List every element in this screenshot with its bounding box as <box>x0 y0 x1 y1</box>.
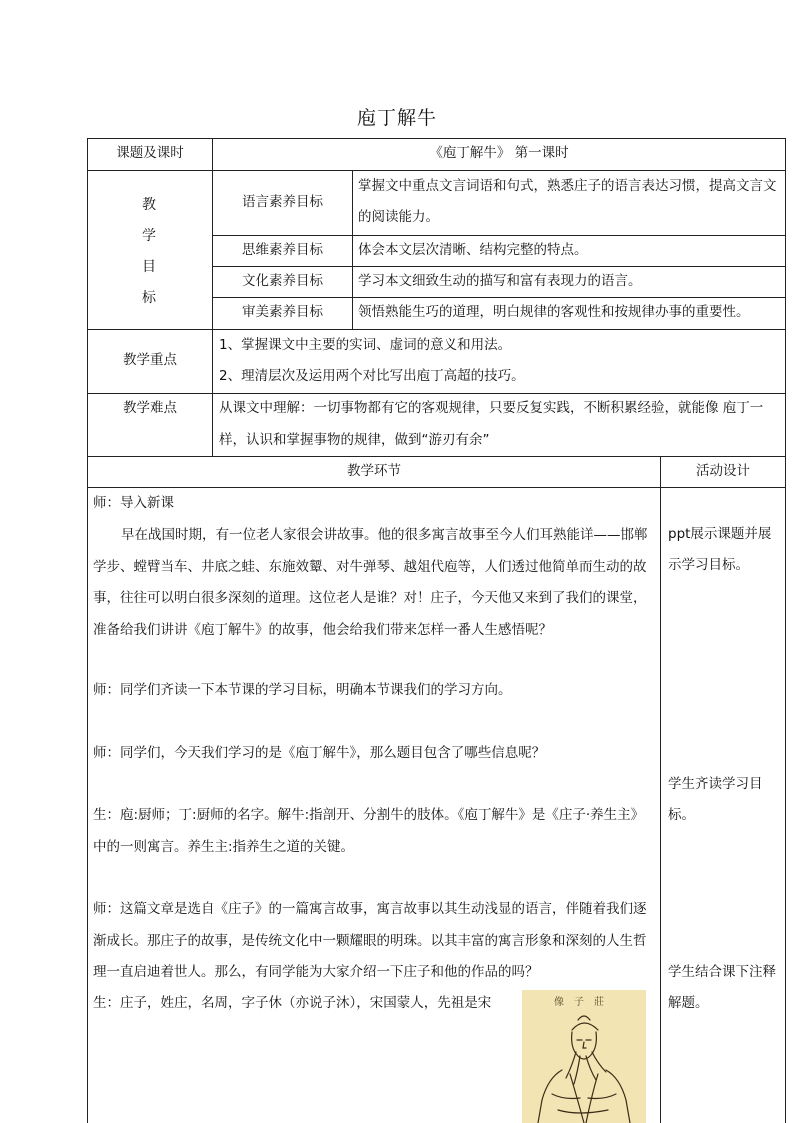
key-points-label: 教学重点 <box>123 352 177 368</box>
portrait-drawing <box>522 990 646 1123</box>
activity-notes: 学生结合课下注释解题。 <box>668 964 776 1011</box>
difficulty-label: 教学难点 <box>123 400 177 416</box>
lesson-value: 《庖丁解牛》 第一课时 <box>429 145 569 161</box>
objective-name-thinking: 思维素养目标 <box>242 242 323 258</box>
process-zhuangzi-intro: 师：这篇文章是选自《庄子》的一篇寓言故事，寓言故事以其生动浅显的语言，伴随着我们逐渐成长。那庄子的故事，是传统文化中一颗耀眼的明珠。以其丰富的寓言形象和深刻的人生哲理一直启迪着世人。那么，有同学能为大家介绍一下庄子和他的作品的吗？ <box>93 901 647 980</box>
process-header: 教学环节 <box>347 463 401 479</box>
objective-text-language: 掌握文中重点文言词语和句式，熟悉庄子的语言表达习惯，提高文言文的阅读能力。 <box>358 178 777 225</box>
portrait-caption: 像子莊 <box>554 997 614 1008</box>
process-zhuangzi-answer: 生：庄子，姓庄，名周，字子休（亦说子沐），宋国蒙人，先祖是宋 <box>93 995 492 1011</box>
lesson-label: 课题及课时 <box>116 145 184 161</box>
process-intro-paragraph: 早在战国时期，有一位老人家很会讲故事。他的很多寓言故事至今人们耳熟能详——邯郸学步、螳臂当车、井底之蛙、东施效颦、对牛弹琴、越俎代庖等，人们透过他简单而生动的故事，往往可以明白很多深刻的道理。这位老人是谁？对！庄子，今天他又来到了我们的课堂，准备给我们讲讲《庖丁解牛》的故事，他会给我们带来怎样一番人生感悟呢？ <box>93 527 648 638</box>
objective-name-culture: 文化素养目标 <box>242 273 323 289</box>
process-title-question: 师：同学们，今天我们学习的是《庖丁解牛》，那么题目包含了哪些信息呢？ <box>93 745 546 761</box>
zhuangzi-portrait-image <box>522 990 646 1123</box>
key-point-1: 1、掌握课文中主要的实词、虚词的意义和用法。 <box>219 337 512 353</box>
process-title-answer: 生：庖:厨师；丁:厨师的名字。解牛:指剖开、分割牛的肢体。《庖丁解牛》是《庄子·养生主》中的一则寓言。养生主:指养生之道的关键。 <box>93 807 645 855</box>
objective-name-aesthetic: 审美素养目标 <box>242 304 323 320</box>
document-title: 庖丁解牛 <box>356 107 437 129</box>
difficulty-text: 从课文中理解：一切事物都有它的客观规律，只要反复实践，不断积累经验，就能像 庖丁一样，认识和掌握事物的规律，做到“游刃有余” <box>219 400 764 448</box>
objective-name-language: 语言素养目标 <box>242 194 323 210</box>
objective-text-thinking: 体会本文层次清晰、结构完整的特点。 <box>358 242 588 258</box>
process-intro-heading: 师：导入新课 <box>93 495 174 511</box>
objective-text-aesthetic: 领悟熟能生巧的道理，明白规律的客观性和按规律办事的重要性。 <box>358 304 750 320</box>
activity-ppt: ppt展示课题并展示学习目标。 <box>668 526 772 573</box>
process-objectives-prompt: 师：同学们齐读一下本节课的学习目标，明确本节课我们的学习方向。 <box>93 682 512 698</box>
activity-header: 活动设计 <box>696 463 750 479</box>
objective-text-culture: 学习本文细致生动的描写和富有表现力的语言。 <box>358 273 642 289</box>
key-point-2: 2、理清层次及运用两个对比写出庖丁高超的技巧。 <box>219 368 525 384</box>
activity-read-objectives: 学生齐读学习目标。 <box>668 776 763 823</box>
